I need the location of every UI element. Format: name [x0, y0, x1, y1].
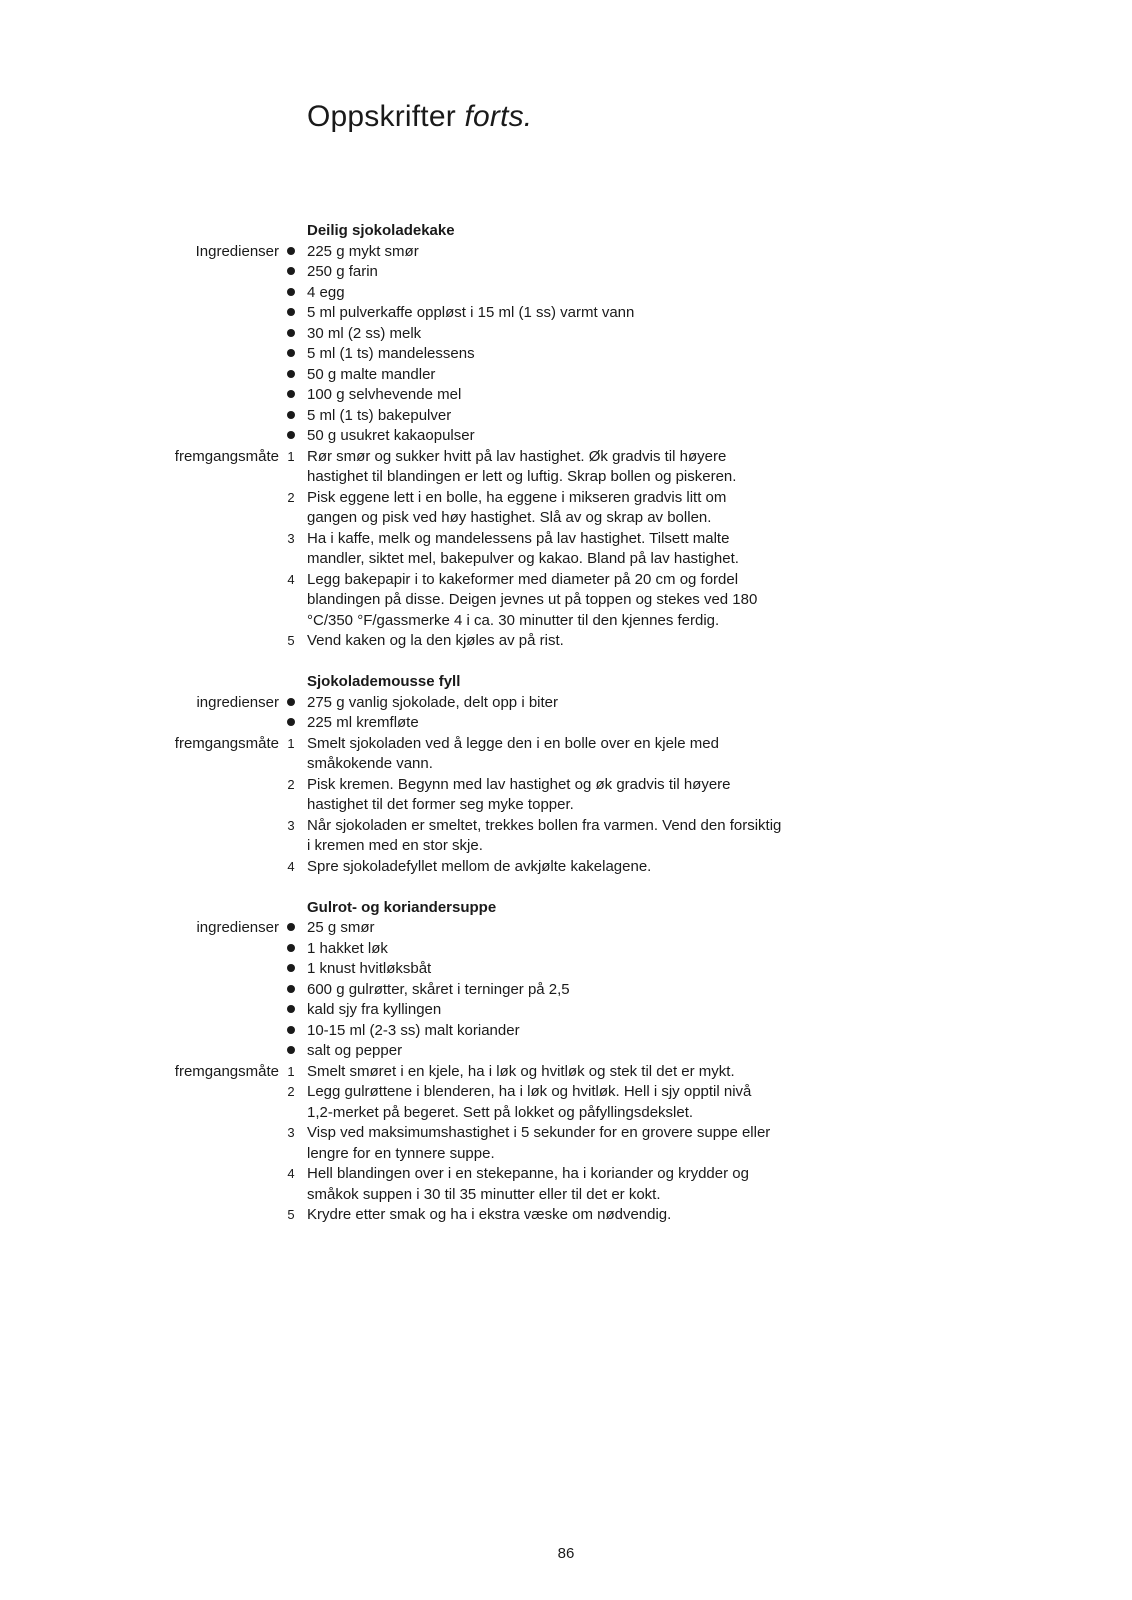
ingredient-item: [0, 918, 1132, 939]
method-step: [0, 488, 1132, 509]
recipe-title-row: [0, 898, 1132, 919]
method-step: [0, 1123, 1132, 1144]
step-text: hastighet til det former seg myke topper.: [307, 796, 574, 813]
step-text: småkokende vann.: [307, 755, 433, 772]
bullet-icon: [282, 918, 300, 939]
ingredient-text: 50 g malte mandler: [307, 365, 436, 383]
step-text: Rør smør og sukker hvitt på lav hastighet. Øk gradvis til høyere: [307, 447, 727, 465]
step-number: 4: [287, 571, 295, 587]
method-step-continuation: [0, 1144, 1132, 1165]
step-text: i kremen med en stor skje.: [307, 837, 483, 854]
method-step: [0, 1205, 1132, 1226]
ingredient-item: [0, 303, 1132, 324]
step-number: 1: [287, 1063, 295, 1079]
method-step: [0, 447, 1132, 468]
page-number: 86: [557, 1545, 575, 1562]
page-title: [307, 100, 532, 134]
method-step: [0, 1082, 1132, 1103]
bullet-icon: [282, 242, 300, 263]
method-label: fremgangsmåte: [174, 1062, 279, 1080]
bullet-icon: [282, 1021, 300, 1042]
step-number: 2: [287, 489, 295, 505]
recipe-title: Gulrot- og koriandersuppe: [307, 898, 497, 916]
recipe-title-row: [0, 221, 1132, 242]
ingredient-item: [0, 1000, 1132, 1021]
method-step: [0, 1062, 1132, 1083]
recipe-section: [0, 898, 1132, 1226]
ingredient-item: [0, 939, 1132, 960]
ingredient-item: [0, 1021, 1132, 1042]
recipe-section: [0, 672, 1132, 877]
step-text: hastighet til blandingen er lett og luftig. Skrap bollen og piskeren.: [307, 468, 737, 485]
method-step-continuation: [0, 1103, 1132, 1124]
step-text: Vend kaken og la den kjøles av på rist.: [307, 632, 564, 649]
ingredient-item: [0, 1041, 1132, 1062]
ingredient-text: 1 knust hvitløksbåt: [307, 960, 432, 977]
method-step-continuation: [0, 549, 1132, 570]
ingredient-item: [0, 324, 1132, 345]
ingredient-text: 30 ml (2 ss) melk: [307, 324, 422, 342]
ingredient-item: [0, 344, 1132, 365]
bullet-icon: [282, 713, 300, 734]
step-text: gangen og pisk ved høy hastighet. Slå av og skrap av bollen.: [307, 509, 712, 526]
method-step-continuation: [0, 754, 1132, 775]
method-step-continuation: [0, 508, 1132, 529]
step-number: 1: [287, 448, 295, 464]
method-step: [0, 734, 1132, 755]
ingredient-text: kald sjy fra kyllingen: [307, 1001, 442, 1018]
recipe-title: Deilig sjokoladekake: [307, 222, 455, 239]
step-text: Ha i kaffe, melk og mandelessens på lav hastighet. Tilsett malte: [307, 529, 730, 547]
step-text: Hell blandingen over i en stekepanne, ha i koriander og krydder og: [307, 1165, 749, 1182]
bullet-icon: [282, 1041, 300, 1062]
step-number: 3: [287, 1125, 295, 1140]
step-text: blandingen på disse. Deigen jevnes ut på toppen og stekes ved 180: [307, 591, 758, 608]
method-step-continuation: [0, 1185, 1132, 1206]
recipes-content: [0, 221, 1132, 1246]
recipe-title: Sjokolademousse fyll: [307, 673, 461, 690]
bullet-icon: [282, 283, 300, 304]
step-text: Legg gulrøttene i blenderen, ha i løk og hvitløk. Hell i sjy opptil nivå: [307, 1083, 752, 1100]
ingredients-label: ingredienser: [196, 919, 279, 936]
ingredient-text: 600 g gulrøtter, skåret i terninger på 2,5: [307, 980, 570, 998]
step-number: 5: [287, 633, 295, 648]
ingredient-text: salt og pepper: [307, 1042, 403, 1059]
step-text: Visp ved maksimumshastighet i 5 sekunder for en grovere suppe eller: [307, 1124, 771, 1141]
ingredients-label: ingredienser: [196, 693, 279, 711]
ingredient-text: 5 ml (1 ts) bakepulver: [307, 406, 452, 424]
bullet-icon: [282, 385, 300, 406]
ingredient-item: [0, 980, 1132, 1001]
method-step-continuation: [0, 795, 1132, 816]
ingredient-item: [0, 426, 1132, 447]
ingredient-item: [0, 959, 1132, 980]
step-text: Krydre etter smak og ha i ekstra væske om nødvendig.: [307, 1206, 672, 1223]
method-step-continuation: [0, 590, 1132, 611]
bullet-icon: [282, 406, 300, 427]
method-step-continuation: [0, 467, 1132, 488]
step-number: 2: [287, 776, 295, 792]
step-text: småkok suppen i 30 til 35 minutter eller til det er kokt.: [307, 1185, 661, 1203]
method-step: [0, 816, 1132, 837]
step-number: 3: [287, 817, 295, 833]
bullet-icon: [282, 324, 300, 345]
step-number: 4: [287, 858, 295, 874]
method-step: [0, 775, 1132, 796]
ingredient-text: 10-15 ml (2-3 ss) malt koriander: [307, 1021, 520, 1039]
bullet-icon: [282, 303, 300, 324]
ingredient-text: 250 g farin: [307, 263, 378, 280]
ingredient-item: [0, 262, 1132, 283]
method-step: [0, 631, 1132, 652]
method-label: fremgangsmåte: [174, 734, 279, 752]
step-text: mandler, siktet mel, bakepulver og kakao. Bland på lav hastighet.: [307, 550, 739, 567]
recipe-section: [0, 221, 1132, 652]
ingredient-text: 5 ml (1 ts) mandelessens: [307, 345, 475, 362]
step-text: Smelt sjokoladen ved å legge den i en bolle over en kjele med: [307, 734, 719, 752]
step-number: 2: [287, 1084, 295, 1099]
ingredient-item: [0, 242, 1132, 263]
step-number: 1: [287, 735, 295, 751]
ingredient-text: 100 g selvhevende mel: [307, 386, 462, 403]
step-text: 1,2-merket på begeret. Sett på lokket og påfyllingsdekslet.: [307, 1103, 694, 1121]
bullet-icon: [282, 344, 300, 365]
bullet-icon: [282, 426, 300, 447]
step-text: °C/350 °F/gassmerke 4 i ca. 30 minutter til den kjennes ferdig.: [307, 611, 720, 629]
ingredients-label: Ingredienser: [195, 242, 279, 260]
bullet-icon: [282, 939, 300, 960]
method-step: [0, 1164, 1132, 1185]
ingredient-item: [0, 283, 1132, 304]
method-step: [0, 857, 1132, 878]
step-number: 5: [287, 1207, 295, 1222]
step-number: 3: [287, 530, 295, 546]
method-step: [0, 570, 1132, 591]
ingredient-text: 50 g usukret kakaopulser: [307, 427, 475, 444]
bullet-icon: [282, 980, 300, 1001]
ingredient-item: [0, 385, 1132, 406]
step-text: Spre sjokoladefyllet mellom de avkjølte kakelagene.: [307, 857, 652, 875]
bullet-icon: [282, 262, 300, 283]
step-text: Når sjokoladen er smeltet, trekkes bollen fra varmen. Vend den forsiktig: [307, 816, 782, 834]
ingredient-item: [0, 693, 1132, 714]
step-text: Pisk kremen. Begynn med lav hastighet og øk gradvis til høyere: [307, 775, 731, 793]
page-title-main: Oppskrifter: [307, 100, 456, 133]
ingredient-item: [0, 406, 1132, 427]
bullet-icon: [282, 1000, 300, 1021]
step-text: Pisk eggene lett i en bolle, ha eggene i mikseren gradvis litt om: [307, 488, 727, 506]
ingredient-item: [0, 713, 1132, 734]
step-text: Legg bakepapir i to kakeformer med diameter på 20 cm og fordel: [307, 570, 739, 588]
ingredient-text: 1 hakket løk: [307, 939, 388, 957]
ingredient-text: 225 g mykt smør: [307, 242, 419, 260]
ingredient-text: 275 g vanlig sjokolade, delt opp i biter: [307, 693, 559, 711]
recipe-title-row: [0, 672, 1132, 693]
step-text: Smelt smøret i en kjele, ha i løk og hvitløk og stek til det er mykt.: [307, 1062, 735, 1080]
bullet-icon: [282, 959, 300, 980]
bullet-icon: [282, 365, 300, 386]
method-label: fremgangsmåte: [174, 447, 279, 465]
ingredient-text: 4 egg: [307, 283, 345, 301]
ingredient-text: 5 ml pulverkaffe oppløst i 15 ml (1 ss) varmt vann: [307, 304, 635, 321]
method-step-continuation: [0, 611, 1132, 632]
method-step: [0, 529, 1132, 550]
ingredient-text: 25 g smør: [307, 919, 375, 936]
bullet-icon: [282, 693, 300, 714]
method-step-continuation: [0, 836, 1132, 857]
ingredient-text: 225 ml kremfløte: [307, 714, 419, 731]
step-text: lengre for en tynnere suppe.: [307, 1144, 495, 1162]
ingredient-item: [0, 365, 1132, 386]
page-title-suffix: forts.: [464, 100, 533, 133]
step-number: 4: [287, 1166, 295, 1181]
